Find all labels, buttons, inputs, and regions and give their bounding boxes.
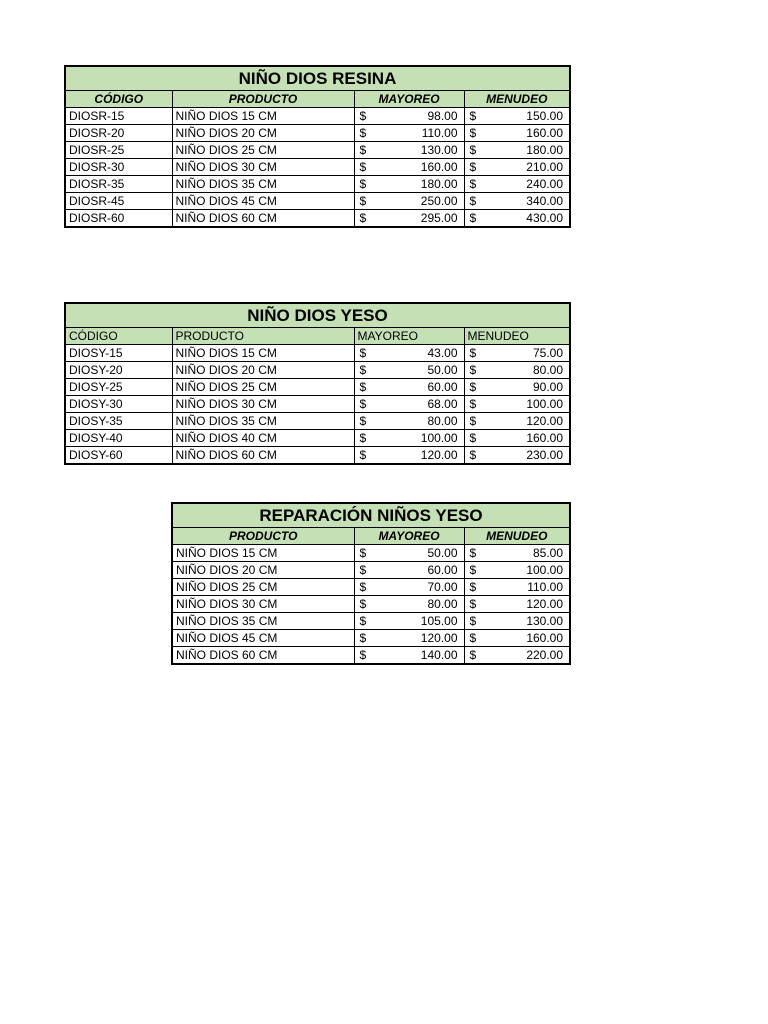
currency-symbol: $ [359, 614, 367, 628]
reparacion-table-title: REPARACIÓN NIÑOS YESO [172, 503, 570, 528]
menudeo-amount: 100.00 [526, 563, 564, 577]
table-row [65, 210, 570, 228]
menudeo-price-cell [464, 413, 570, 430]
menudeo-price-cell [464, 125, 570, 142]
menudeo-amount: 230.00 [526, 448, 564, 462]
code-cell: DIOSR-25 [65, 142, 172, 159]
code-cell: DIOSY-60 [65, 447, 172, 465]
currency-symbol: $ [469, 363, 477, 377]
resina-table-body [65, 108, 570, 228]
code-cell: DIOSR-15 [65, 108, 172, 125]
mayoreo-amount: 70.00 [427, 580, 458, 594]
menudeo-price-cell [464, 379, 570, 396]
table-row [65, 379, 570, 396]
code-cell: DIOSY-30 [65, 396, 172, 413]
currency-symbol: $ [469, 563, 477, 577]
menudeo-price-cell [464, 142, 570, 159]
currency-symbol: $ [469, 414, 477, 428]
table-row [65, 447, 570, 465]
menudeo-price-cell [464, 193, 570, 210]
product-cell: NIÑO DIOS 60 CM [172, 647, 354, 665]
mayoreo-amount: 160.00 [420, 160, 458, 174]
mayoreo-price-cell [354, 362, 464, 379]
currency-symbol: $ [469, 397, 477, 411]
menudeo-price-cell [464, 630, 570, 647]
menudeo-price-cell [464, 613, 570, 630]
menudeo-amount: 430.00 [526, 211, 563, 225]
product-cell: NIÑO DIOS 30 CM [172, 159, 354, 176]
currency-symbol: $ [359, 648, 367, 662]
currency-symbol: $ [469, 648, 477, 662]
table-row [65, 430, 570, 447]
menudeo-amount: 120.00 [526, 414, 564, 428]
product-cell: NIÑO DIOS 30 CM [172, 596, 354, 613]
mayoreo-price-cell [354, 545, 464, 562]
menudeo-price-cell [464, 545, 570, 562]
yeso-header-producto: PRODUCTO [172, 328, 354, 345]
currency-symbol: $ [469, 431, 477, 445]
table-row [65, 193, 570, 210]
mayoreo-amount: 50.00 [427, 363, 458, 377]
currency-symbol: $ [359, 431, 367, 445]
table-row [65, 345, 570, 362]
mayoreo-price-cell [354, 193, 464, 210]
currency-symbol: $ [359, 126, 367, 140]
currency-symbol: $ [359, 414, 367, 428]
menudeo-amount: 90.00 [532, 380, 564, 394]
table-row [172, 562, 570, 579]
table-row [65, 142, 570, 159]
currency-symbol: $ [359, 143, 367, 157]
mayoreo-amount: 130.00 [420, 143, 458, 157]
currency-symbol: $ [469, 448, 477, 462]
mayoreo-price-cell [354, 142, 464, 159]
currency-symbol: $ [469, 546, 477, 560]
resina-price-table [64, 65, 571, 228]
menudeo-price-cell [464, 108, 570, 125]
mayoreo-amount: 98.00 [427, 109, 458, 123]
currency-symbol: $ [469, 631, 477, 645]
menudeo-amount: 130.00 [526, 614, 564, 628]
menudeo-price-cell [464, 176, 570, 193]
menudeo-amount: 100.00 [526, 397, 564, 411]
menudeo-amount: 110.00 [527, 580, 564, 594]
menudeo-price-cell [464, 596, 570, 613]
yeso-header-codigo: CÓDIGO [65, 328, 172, 345]
mayoreo-price-cell [354, 562, 464, 579]
resina-header-producto: PRODUCTO [172, 91, 354, 108]
reparacion-price-table [171, 502, 571, 665]
mayoreo-amount: 60.00 [427, 380, 458, 394]
code-cell: DIOSY-20 [65, 362, 172, 379]
product-cell: NIÑO DIOS 40 CM [172, 430, 354, 447]
code-cell: DIOSY-35 [65, 413, 172, 430]
currency-symbol: $ [469, 346, 477, 360]
product-cell: NIÑO DIOS 35 CM [172, 613, 354, 630]
menudeo-amount: 340.00 [526, 194, 563, 208]
table-row [172, 647, 570, 665]
product-cell: NIÑO DIOS 20 CM [172, 562, 354, 579]
product-cell: NIÑO DIOS 15 CM [172, 108, 354, 125]
product-cell: NIÑO DIOS 20 CM [172, 362, 354, 379]
currency-symbol: $ [469, 177, 477, 191]
menudeo-amount: 120.00 [526, 597, 564, 611]
product-cell: NIÑO DIOS 35 CM [172, 176, 354, 193]
table-row [65, 396, 570, 413]
menudeo-price-cell [464, 562, 570, 579]
mayoreo-price-cell [354, 613, 464, 630]
currency-symbol: $ [359, 631, 367, 645]
mayoreo-amount: 250.00 [420, 194, 458, 208]
table-row [65, 125, 570, 142]
currency-symbol: $ [359, 580, 367, 594]
code-cell: DIOSY-40 [65, 430, 172, 447]
mayoreo-price-cell [354, 159, 464, 176]
product-cell: NIÑO DIOS 30 CM [172, 396, 354, 413]
table-row [65, 108, 570, 125]
resina-header-menudeo: MENUDEO [464, 91, 570, 108]
currency-symbol: $ [359, 194, 367, 208]
mayoreo-price-cell [354, 396, 464, 413]
yeso-header-menudeo: MENUDEO [464, 328, 570, 345]
currency-symbol: $ [359, 597, 367, 611]
mayoreo-amount: 80.00 [427, 597, 458, 611]
reparacion-header-menudeo: MENUDEO [464, 528, 570, 545]
mayoreo-price-cell [354, 379, 464, 396]
currency-symbol: $ [359, 563, 367, 577]
yeso-table-body [65, 345, 570, 465]
yeso-price-table [64, 302, 571, 465]
currency-symbol: $ [359, 363, 367, 377]
code-cell: DIOSR-20 [65, 125, 172, 142]
table-row [172, 545, 570, 562]
mayoreo-amount: 105.00 [420, 614, 458, 628]
currency-symbol: $ [469, 109, 477, 123]
code-cell: DIOSR-30 [65, 159, 172, 176]
table-row [65, 362, 570, 379]
currency-symbol: $ [359, 448, 367, 462]
menudeo-price-cell [464, 430, 570, 447]
mayoreo-price-cell [354, 210, 464, 228]
table-row [65, 159, 570, 176]
currency-symbol: $ [469, 194, 477, 208]
menudeo-amount: 240.00 [526, 177, 563, 191]
reparacion-table-body [172, 545, 570, 665]
table-row [172, 579, 570, 596]
product-cell: NIÑO DIOS 20 CM [172, 125, 354, 142]
currency-symbol: $ [469, 380, 477, 394]
product-cell: NIÑO DIOS 25 CM [172, 579, 354, 596]
reparacion-header-mayoreo: MAYOREO [354, 528, 464, 545]
menudeo-price-cell [464, 210, 570, 228]
currency-symbol: $ [469, 160, 477, 174]
product-cell: NIÑO DIOS 60 CM [172, 447, 354, 465]
mayoreo-price-cell [354, 413, 464, 430]
currency-symbol: $ [359, 160, 367, 174]
mayoreo-amount: 50.00 [427, 546, 458, 560]
mayoreo-amount: 120.00 [420, 631, 458, 645]
mayoreo-price-cell [354, 176, 464, 193]
mayoreo-amount: 80.00 [427, 414, 458, 428]
mayoreo-price-cell [354, 447, 464, 465]
mayoreo-price-cell [354, 125, 464, 142]
table-row [172, 596, 570, 613]
product-cell: NIÑO DIOS 35 CM [172, 413, 354, 430]
resina-table-title: NIÑO DIOS RESINA [65, 66, 570, 91]
mayoreo-price-cell [354, 345, 464, 362]
mayoreo-amount: 60.00 [427, 563, 458, 577]
currency-symbol: $ [359, 346, 367, 360]
mayoreo-amount: 110.00 [421, 126, 458, 140]
currency-symbol: $ [359, 397, 367, 411]
mayoreo-amount: 68.00 [427, 397, 458, 411]
mayoreo-amount: 120.00 [420, 448, 458, 462]
menudeo-amount: 150.00 [526, 109, 563, 123]
code-cell: DIOSR-60 [65, 210, 172, 228]
currency-symbol: $ [359, 109, 367, 123]
currency-symbol: $ [469, 597, 477, 611]
currency-symbol: $ [469, 614, 477, 628]
currency-symbol: $ [469, 211, 477, 225]
currency-symbol: $ [359, 177, 367, 191]
menudeo-amount: 160.00 [526, 631, 564, 645]
code-cell: DIOSR-45 [65, 193, 172, 210]
menudeo-amount: 220.00 [526, 648, 564, 662]
code-cell: DIOSY-25 [65, 379, 172, 396]
currency-symbol: $ [469, 580, 477, 594]
product-cell: NIÑO DIOS 15 CM [172, 345, 354, 362]
currency-symbol: $ [469, 126, 477, 140]
reparacion-header-producto: PRODUCTO [172, 528, 354, 545]
menudeo-amount: 80.00 [532, 363, 564, 377]
product-cell: NIÑO DIOS 45 CM [172, 193, 354, 210]
menudeo-price-cell [464, 396, 570, 413]
menudeo-price-cell [464, 345, 570, 362]
product-cell: NIÑO DIOS 60 CM [172, 210, 354, 228]
resina-header-codigo: CÓDIGO [65, 91, 172, 108]
currency-symbol: $ [359, 546, 367, 560]
mayoreo-amount: 43.00 [427, 346, 458, 360]
product-cell: NIÑO DIOS 25 CM [172, 379, 354, 396]
mayoreo-price-cell [354, 630, 464, 647]
code-cell: DIOSY-15 [65, 345, 172, 362]
resina-header-mayoreo: MAYOREO [354, 91, 464, 108]
mayoreo-price-cell [354, 108, 464, 125]
currency-symbol: $ [359, 380, 367, 394]
product-cell: NIÑO DIOS 15 CM [172, 545, 354, 562]
mayoreo-price-cell [354, 430, 464, 447]
mayoreo-amount: 295.00 [420, 211, 458, 225]
currency-symbol: $ [469, 143, 477, 157]
menudeo-amount: 210.00 [526, 160, 563, 174]
menudeo-amount: 180.00 [526, 143, 563, 157]
table-row [65, 176, 570, 193]
table-row [172, 630, 570, 647]
menudeo-price-cell [464, 579, 570, 596]
menudeo-amount: 160.00 [526, 126, 563, 140]
mayoreo-price-cell [354, 579, 464, 596]
code-cell: DIOSR-35 [65, 176, 172, 193]
menudeo-price-cell [464, 159, 570, 176]
yeso-table-title: NIÑO DIOS YESO [65, 303, 570, 328]
product-cell: NIÑO DIOS 25 CM [172, 142, 354, 159]
mayoreo-amount: 100.00 [420, 431, 458, 445]
table-row [65, 413, 570, 430]
product-cell: NIÑO DIOS 45 CM [172, 630, 354, 647]
menudeo-amount: 75.00 [532, 346, 564, 360]
mayoreo-price-cell [354, 596, 464, 613]
menudeo-price-cell [464, 447, 570, 465]
menudeo-amount: 160.00 [526, 431, 564, 445]
menudeo-price-cell [464, 362, 570, 379]
mayoreo-amount: 180.00 [420, 177, 458, 191]
mayoreo-price-cell [354, 647, 464, 665]
currency-symbol: $ [359, 211, 367, 225]
yeso-header-mayoreo: MAYOREO [354, 328, 464, 345]
table-row [172, 613, 570, 630]
menudeo-price-cell [464, 647, 570, 665]
mayoreo-amount: 140.00 [420, 648, 458, 662]
menudeo-amount: 85.00 [532, 546, 564, 560]
